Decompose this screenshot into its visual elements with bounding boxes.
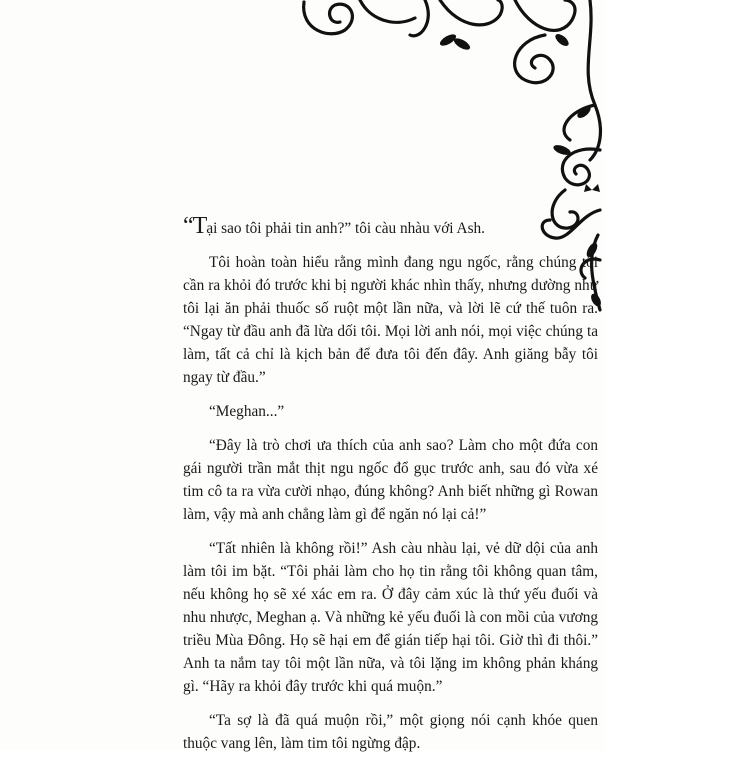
chapter-text (183, 215, 598, 766)
paragraph-6: “Ta sợ là đã quá muộn rồi,” một giọng nói cạnh khóe quen thuộc vang lên, làm tim tôi ngừng đập. (183, 712, 598, 752)
paragraph-5: “Tất nhiên là không rồi!” Ash càu nhàu lại, vẻ dữ dội của anh làm tôi im bặt. “Tôi phải làm cho họ tin rằng tôi không quan tâm, nếu không họ sẽ xé xác em ra. Ở đây cảm xúc là thứ yếu đuối và nhu nhược, Meghan ạ. Và những kẻ yếu đuối là con mồi của vương triều Mùa Đông. Họ sẽ hại em để gián tiếp hại tôi. Giờ thì đi thôi.” Anh ta nắm tay tôi một lần nữa, và tôi lặng im không phản kháng gì. “Hãy ra khỏi đây trước khi quá muộn.” (183, 540, 598, 695)
paragraph-1: “Tại sao tôi phải tin anh?” tôi càu nhàu với Ash. (183, 213, 486, 239)
paragraph-2: Tôi hoàn toàn hiểu rằng mình đang ngu ngốc, rằng chúng tôi cần ra khỏi đó trước khi bị người khác nhìn thấy, nhưng dường như tôi lại ăn phải thuốc số ruột một lần nữa, và lời lẽ cứ thế tuôn ra. “Ngay từ đầu anh đã lừa dối tôi. Mọi lời anh nói, mọi việc chúng ta làm, tất cả chỉ là kịch bản để đưa tôi đến đây. Anh giăng bẫy tôi ngay từ đầu.” (183, 254, 598, 386)
paragraph-3: “Meghan...” (209, 403, 285, 420)
paragraph-4: “Đây là trò chơi ưa thích của anh sao? Làm cho một đứa con gái người trần mắt thịt ngu ngốc đổ gục trước anh, sau đó vừa xé tim cô ta ra vừa cười nhạo, đúng không? Anh biết những gì Rowan làm, vậy mà anh chẳng làm gì để ngăn nó lại cả!” (183, 437, 598, 523)
page-margin (604, 0, 750, 750)
drop-cap: “T (183, 213, 207, 239)
